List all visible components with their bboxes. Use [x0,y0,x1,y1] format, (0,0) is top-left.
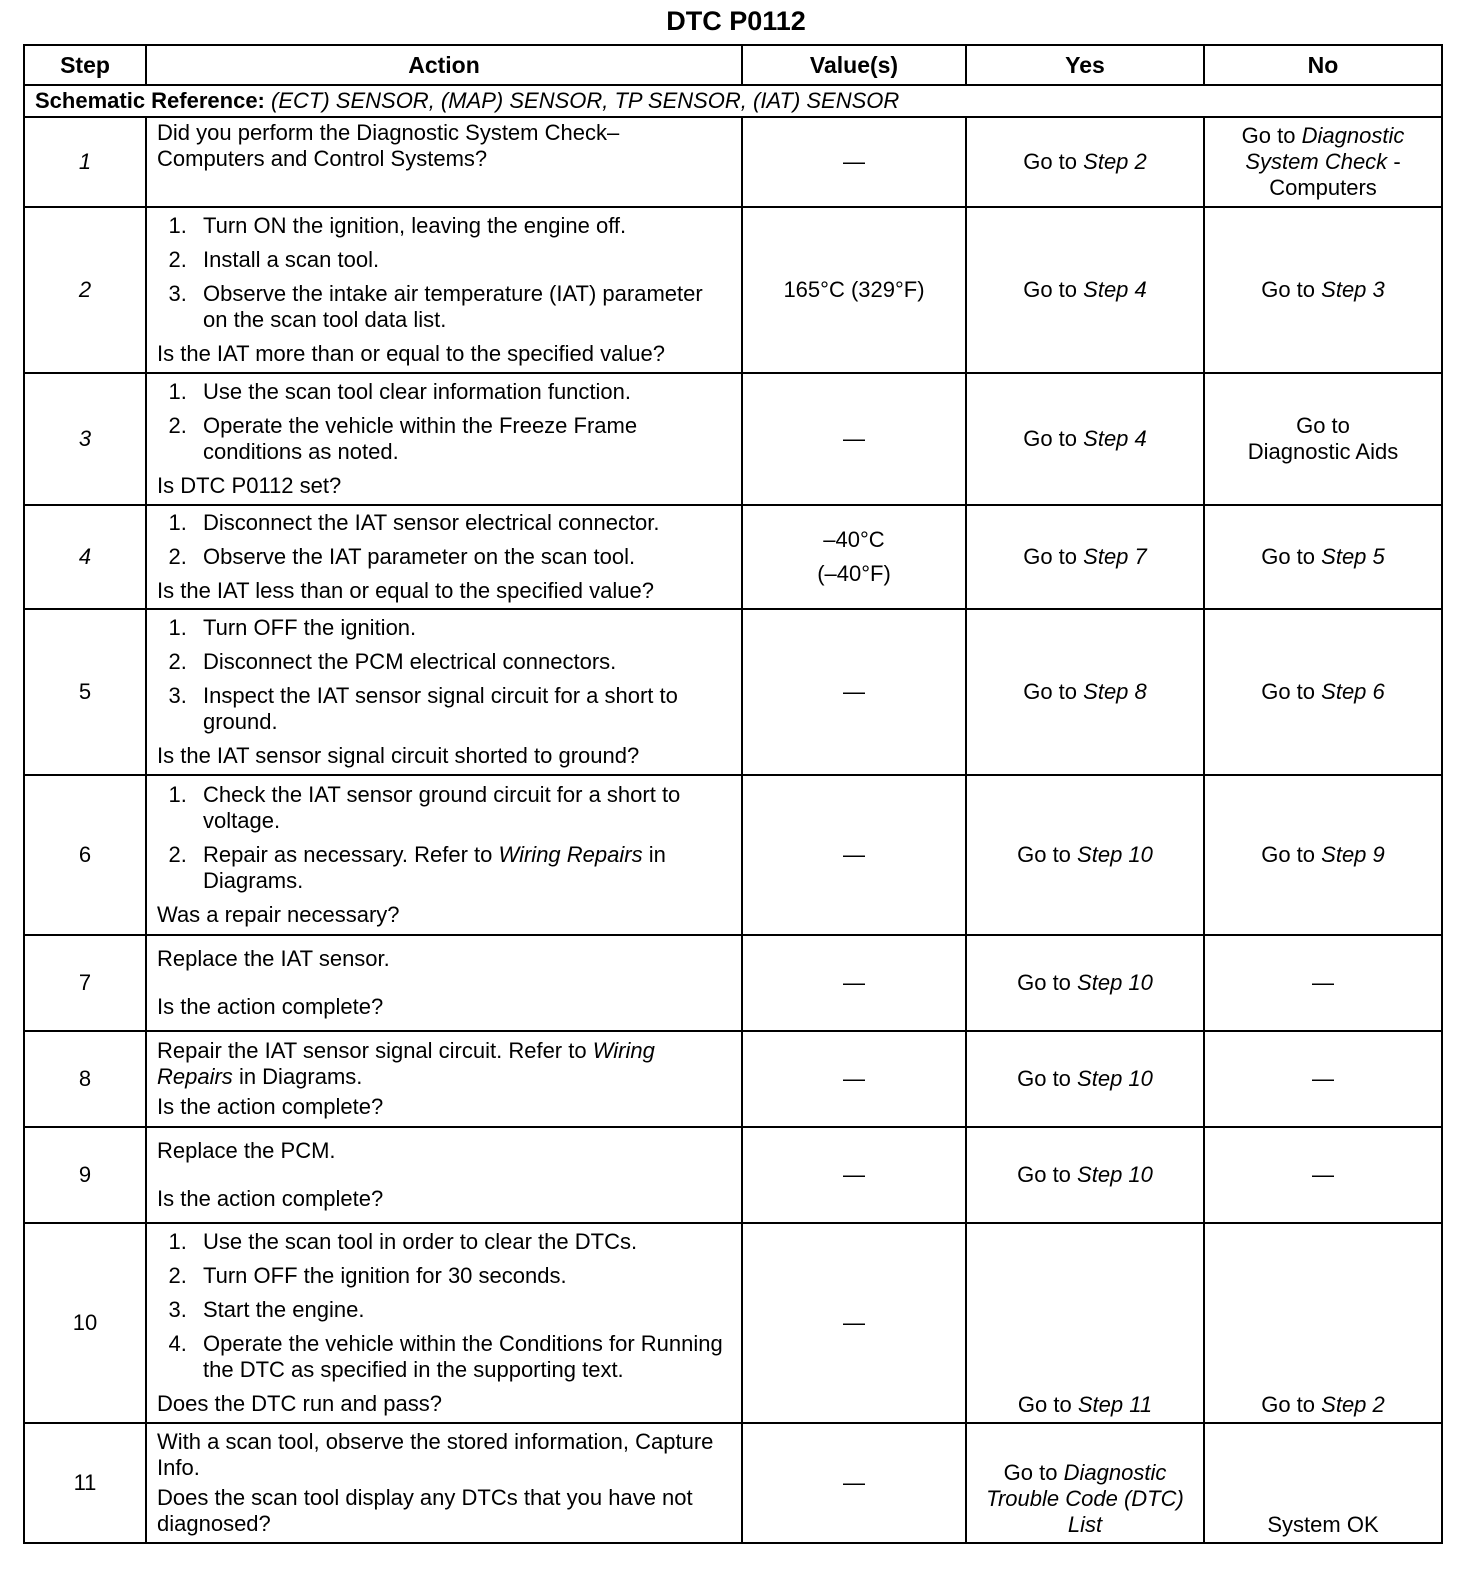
page-title: DTC P0112 [666,6,806,36]
yes-cell [966,609,1204,775]
no-prefix: Go to [1241,123,1296,148]
action-cell [146,1031,742,1127]
action-step-text: Repair as necessary. Refer to [203,842,493,867]
yes-prefix: Go to [1023,544,1078,569]
no-cell: — [1204,1031,1442,1127]
no-link[interactable]: Diagnostic Aids [1247,439,1399,464]
no-cell [1204,775,1442,935]
yes-prefix: Go to [1017,842,1071,867]
value-cell: 165°C (329°F) [742,207,966,373]
yes-link[interactable]: Step 8 [1083,679,1147,704]
step-number: 8 [24,1031,146,1127]
action-steps [157,213,731,333]
no-link[interactable]: Step 9 [1321,842,1385,867]
action-step-item: 1. Use the scan tool in order to clear the DTCs. [193,1229,731,1255]
action-step-item: 2. Observe the IAT parameter on the scan tool. [193,544,731,570]
yes-cell [966,117,1204,207]
table-row [24,1127,1442,1223]
yes-cell [966,935,1204,1031]
action-step-item: 2. Install a scan tool. [193,247,731,273]
action-cell [146,1223,742,1423]
action-step-item: 3. Observe the intake air temperature (IAT) parameter on the scan tool data list. [193,281,731,333]
value-cell: — [742,1127,966,1223]
step-number: 10 [24,1223,146,1423]
action-question: Was a repair necessary? [157,902,400,927]
yes-cell [966,373,1204,505]
no-cell: — [1204,935,1442,1031]
yes-prefix: Go to [1023,679,1078,704]
action-steps [157,615,731,735]
action-question: Is the action complete? [157,994,384,1019]
action-text: With a scan tool, observe the stored information, Capture Info. [157,1429,714,1480]
step-number: 4 [24,505,146,609]
yes-cell [966,207,1204,373]
step-number: 9 [24,1127,146,1223]
yes-link[interactable]: Step 2 [1083,149,1147,174]
action-cell [146,1127,742,1223]
action-step-item: 1. Use the scan tool clear information function. [193,379,731,405]
no-cell [1204,207,1442,373]
yes-cell [966,1127,1204,1223]
action-text: Replace the PCM. [157,1138,336,1163]
dtc-table [23,44,1443,1544]
action-step-item: 3. Inspect the IAT sensor signal circuit for a short to ground. [193,683,731,735]
header-row [24,45,1442,85]
table-row [24,207,1442,373]
action-step-item: 1. Turn OFF the ignition. [193,615,731,641]
table-row [24,1223,1442,1423]
action-step-item: 1. Disconnect the IAT sensor electrical connector. [193,510,731,536]
no-link[interactable]: Step 6 [1321,679,1385,704]
yes-link[interactable]: Step 10 [1077,1066,1153,1091]
no-link[interactable]: Step 3 [1321,277,1385,302]
yes-prefix: Go to [1023,149,1078,174]
no-prefix: Go to [1261,679,1316,704]
schematic-label: Schematic Reference: [35,88,265,113]
action-step-item: 1. Turn ON the ignition, leaving the engine off. [193,213,731,239]
no-link[interactable]: Step 2 [1321,1392,1385,1417]
no-cell [1204,505,1442,609]
yes-link[interactable]: Step 7 [1083,544,1147,569]
no-prefix: Go to [1261,544,1316,569]
header-no: No [1204,45,1442,85]
value-line: –40°C [823,527,885,552]
no-prefix: Go to [1261,842,1316,867]
yes-cell [966,1423,1204,1543]
action-step-item: 4. Operate the vehicle within the Conditions for Running the DTC as specified in the supporting text. [193,1331,731,1383]
yes-link[interactable]: Diagnostic Trouble Code (DTC) List [986,1460,1184,1537]
action-cell [146,1423,742,1543]
wiring-repairs-link[interactable]: Wiring Repairs [498,842,643,867]
table-row [24,775,1442,935]
header-step: Step [24,45,146,85]
value-cell [742,505,966,609]
action-step-item: 2. Disconnect the PCM electrical connectors. [193,649,731,675]
yes-cell [966,505,1204,609]
value-cell: — [742,1423,966,1543]
table-row [24,117,1442,207]
table-row [24,505,1442,609]
action-cell [146,207,742,373]
action-text [157,1038,731,1090]
table-row [24,609,1442,775]
schematic-reference [24,85,1442,117]
action-question: Does the DTC run and pass? [157,1391,442,1416]
no-cell [1204,373,1442,505]
value-line: (–40°F) [817,561,891,586]
value-cell: — [742,117,966,207]
action-question: Is the action complete? [157,1186,384,1211]
header-values: Value(s) [742,45,966,85]
no-cell [1204,609,1442,775]
yes-link[interactable]: Step 4 [1083,277,1147,302]
action-steps [157,1229,731,1383]
yes-prefix: Go to [1003,1460,1058,1485]
action-cell [146,609,742,775]
value-cell: — [742,1031,966,1127]
yes-cell [966,775,1204,935]
yes-prefix: Go to [1017,1162,1071,1187]
step-number: 5 [24,609,146,775]
action-question: Is the IAT more than or equal to the specified value? [157,341,665,366]
no-prefix: Go to [1296,413,1350,438]
action-steps [157,510,731,570]
action-cell [146,935,742,1031]
header-yes: Yes [966,45,1204,85]
table-row [24,1031,1442,1127]
value-cell: — [742,935,966,1031]
no-cell: System OK [1204,1423,1442,1543]
yes-prefix: Go to [1017,1066,1071,1091]
action-question: Is the IAT sensor signal circuit shorted to ground? [157,743,640,768]
action-question: Is the action complete? [157,1094,384,1119]
yes-prefix: Go to [1023,277,1078,302]
no-prefix: Go to [1261,1392,1316,1417]
action-cell [146,373,742,505]
table-row [24,373,1442,505]
action-step-item [193,842,731,894]
step-number: 7 [24,935,146,1031]
yes-link[interactable]: Step 10 [1077,970,1153,995]
no-link[interactable]: Diagnostic System Check [1245,123,1405,174]
table-row [24,935,1442,1031]
yes-prefix: Go to [1023,426,1078,451]
action-question: Is DTC P0112 set? [157,473,342,498]
no-suffix: - Computers [1269,149,1401,200]
step-number: 6 [24,775,146,935]
action-step-text: in Diagrams. [203,842,666,893]
step-number: 2 [24,207,146,373]
action-text-part: in Diagrams. [238,1064,363,1089]
yes-prefix: Go to [1017,1392,1072,1417]
action-cell [146,505,742,609]
step-number: 3 [24,373,146,505]
action-step-item: 3. Start the engine. [193,1297,731,1323]
action-text-part: Repair the IAT sensor signal circuit. Refer to [157,1038,587,1063]
yes-prefix: Go to [1017,970,1071,995]
action-cell [146,117,742,207]
wiring-repairs-link[interactable]: Wiring Repairs [157,1038,655,1089]
yes-link[interactable]: Step 11 [1077,1392,1153,1417]
action-text: Replace the IAT sensor. [157,946,390,971]
action-step-item: 2. Operate the vehicle within the Freeze Frame conditions as noted. [193,413,731,465]
value-cell: — [742,373,966,505]
table-row [24,1423,1442,1543]
action-cell [146,775,742,935]
yes-cell [966,1223,1204,1423]
action-question: Is the IAT less than or equal to the specified value? [157,578,654,603]
no-link[interactable]: Step 5 [1321,544,1385,569]
schematic-refs: (ECT) SENSOR, (MAP) SENSOR, TP SENSOR, (IAT) SENSOR [271,88,900,113]
action-text: Did you perform the Diagnostic System Check– Computers and Control Systems? [157,120,620,171]
action-steps [157,379,731,465]
value-cell: — [742,609,966,775]
step-number: 1 [24,117,146,207]
no-prefix: Go to [1261,277,1316,302]
value-cell: — [742,1223,966,1423]
yes-link[interactable]: Step 10 [1077,1162,1153,1187]
schematic-row [24,85,1442,117]
header-action: Action [146,45,742,85]
yes-link[interactable]: Step 4 [1083,426,1147,451]
step-number: 11 [24,1423,146,1543]
no-cell [1204,1223,1442,1423]
no-cell [1204,117,1442,207]
no-cell: — [1204,1127,1442,1223]
action-step-item: 2. Turn OFF the ignition for 30 seconds. [193,1263,731,1289]
yes-link[interactable]: Step 10 [1077,842,1153,867]
yes-cell [966,1031,1204,1127]
action-step-item: 1. Check the IAT sensor ground circuit for a short to voltage. [193,782,731,834]
action-question: Does the scan tool display any DTCs that you have not diagnosed? [157,1485,693,1536]
value-cell: — [742,775,966,935]
action-steps [157,782,731,894]
